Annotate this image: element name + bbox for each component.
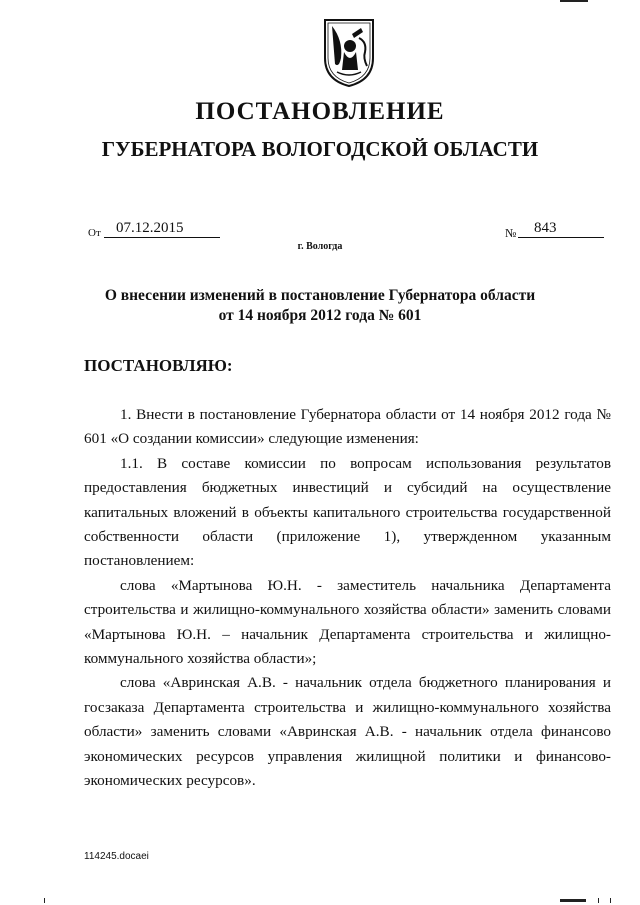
- scan-mark-bottom: [560, 899, 586, 902]
- paragraph-1-1: 1.1. В составе комиссии по вопросам использования результатов предоставления бюджетных инвестиций и субсидий на осуществление капитальных вложений в объекты капитального строительства государственной собственности области (приложение 1), утвержденном указанным постановлением:: [84, 454, 611, 570]
- date-prefix-label: От: [88, 227, 101, 239]
- scan-mark-bottom-small-2: [610, 898, 611, 903]
- document-body: [84, 403, 611, 794]
- paragraph-replacement-1: слова «Мартынова Ю.Н. - заместитель начальника Департамента строительства и жилищно-коммунального хозяйства области» заменить словами «Мартынова Ю.Н. – начальник Департамента строительства и жилищно-коммунального хозяйства области»;: [84, 576, 611, 668]
- document-date: 07.12.2015: [104, 221, 220, 238]
- document-subtitle: ГУБЕРНАТОРА ВОЛОГОДСКОЙ ОБЛАСТИ: [101, 137, 539, 161]
- subject-line-2: от 14 ноября 2012 года № 601: [218, 307, 422, 324]
- paragraph-1: 1. Внести в постановление Губернатора области от 14 ноября 2012 года № 601 «О создании комиссии» следующие изменения:: [84, 406, 611, 448]
- resolve-heading: ПОСТАНОВЛЯЮ:: [84, 356, 233, 375]
- subject-line-1: О внесении изменений в постановление Губернатора области: [104, 287, 536, 304]
- document-number: 843: [518, 221, 604, 238]
- scan-mark-bottom-small-1: [598, 898, 599, 903]
- coat-of-arms-icon: [323, 18, 375, 88]
- scan-mark-top: [560, 0, 588, 2]
- scan-mark-bottom-left: [44, 898, 45, 903]
- document-title: ПОСТАНОВЛЕНИЕ: [195, 98, 445, 125]
- number-label: №: [505, 226, 517, 240]
- file-name-footer: 114245.docaei: [84, 851, 149, 862]
- document-subject: [0, 286, 640, 326]
- issue-city: г. Вологда: [297, 241, 343, 252]
- paragraph-replacement-2: слова «Авринская А.В. - начальник отдела бюджетного планирования и госзаказа Департамента строительства и жилищно-коммунального хозяйства области» заменить словами «Авринская А.В. - начальник отдела финансово экономических ресурсов управления жилищной политики и финансово-экономических ресурсов».: [84, 674, 611, 790]
